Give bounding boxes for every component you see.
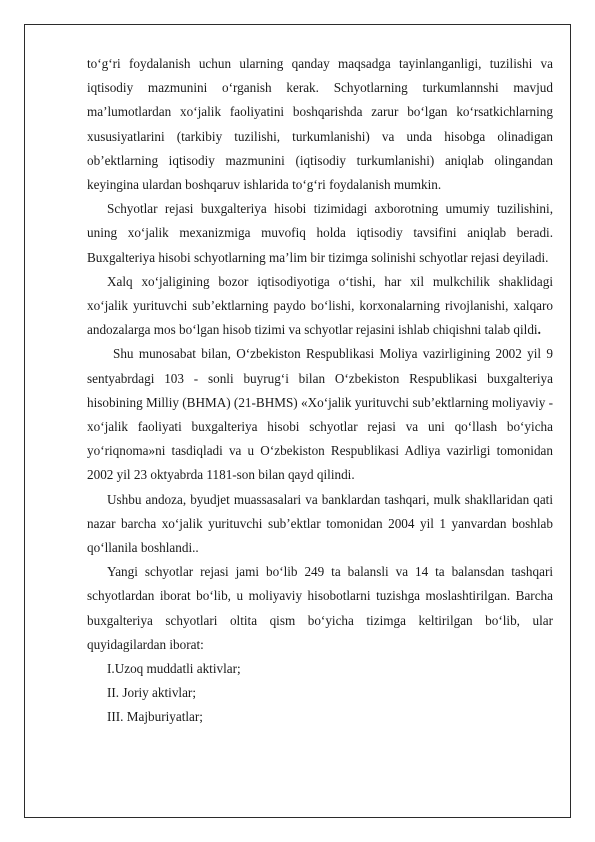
- list-item: I.Uzoq muddatli aktivlar;: [107, 661, 241, 677]
- paragraph-4: Shu munosabat bilan, O‘zbekiston Respublikasi Moliya vazirligining 2002 yil 9 sentyabrdagi 103 - sonli buyrug‘i bilan O‘zbekiston Respublikasi buxgalteriya hisobining Milliy (BHMA) (21-BHMS) «Xo‘jalik yurituvchi sub’ektlarning moliyaviy - xo‘jalik faoliyati buxgalteriya hisobi schyotlar rejasi va uni qo‘llash bo‘yicha yo‘riqnoma»ni tasdiqladi va u O‘zbekiston Respublikasi Adliya vazirligi tomonidan 2002 yil 23 oktyabrda 1181-son bilan qayd qilindi.: [87, 346, 553, 483]
- paragraph-1: to‘g‘ri foydalanish uchun ularning qanday maqsadga tayinlanganligi, tuzilishi va iqtisodiy mazmunini o‘rganish kerak. Schyotlarning turkumlannshi mavjud ma’lumotlardan xo‘jalik faoliyatini boshqarishda zarur bo‘lgan ko‘rsatkichlarning xususiyatlarini (tarkibiy tuzilishi, turkumlanishi) va unda hisobga olinadigan ob’ektlarning iqtisodiy mazmunini (iqtisodiy turkumlanishi) aniqlab olingandan keyingina ulardan boshqaruv ishlarida to‘g‘ri foydalanish mumkin.: [87, 56, 553, 193]
- paragraph-6: Yangi schyotlar rejasi jami bo‘lib 249 ta balansli va 14 ta balansdan tashqari schyotlardan iborat bo‘lib, u moliyaviy hisobotlarni tuzishga moslashtirilgan. Barcha buxgalteriya schyotlari oltita qism bo‘yicha tizimga keltirilgan bo‘lib, ular quyidagilardan iborat:: [87, 564, 553, 652]
- document-body: [87, 52, 553, 730]
- paragraph-2: Schyotlar rejasi buxgalteriya hisobi tizimidagi axborotning umumiy tuzilishini, uning xo‘jalik mexanizmiga muvofiq holda iqtisodiy tavsifini aniqlab beradi. Buxgalteriya hisobi schyotlarning ma’lim bir tizimga solinishi schyotlar rejasi deyiladi.: [87, 201, 553, 265]
- paragraph-5: Ushbu andoza, byudjet muassasalari va banklardan tashqari, mulk shakllaridan qati nazar barcha xo‘jalik yurituvchi sub’ektlar tomonidan 2004 yil 1 yanvardan boshlab qo‘llanila boshlandi..: [87, 491, 553, 556]
- paragraph-3: [87, 270, 553, 343]
- paragraph-3-period: .: [537, 322, 541, 338]
- paragraph-3-text: Xalq xo‘jaligining bozor iqtisodiyotiga o‘tishi, har xil mulkchilik shaklidagi xo‘jalik yurituvchi sub’ektlarning paydo bo‘lishi, korxonalarning rivojlanishi, xalqaro andozalarga mos bo‘lgan hisob tizimi va schyotlar rejasini ishlab chiqishni talab qildi: [87, 273, 553, 338]
- list-item: II. Joriy aktivlar;: [107, 685, 196, 701]
- list-item: III. Majburiyatlar;: [107, 709, 203, 725]
